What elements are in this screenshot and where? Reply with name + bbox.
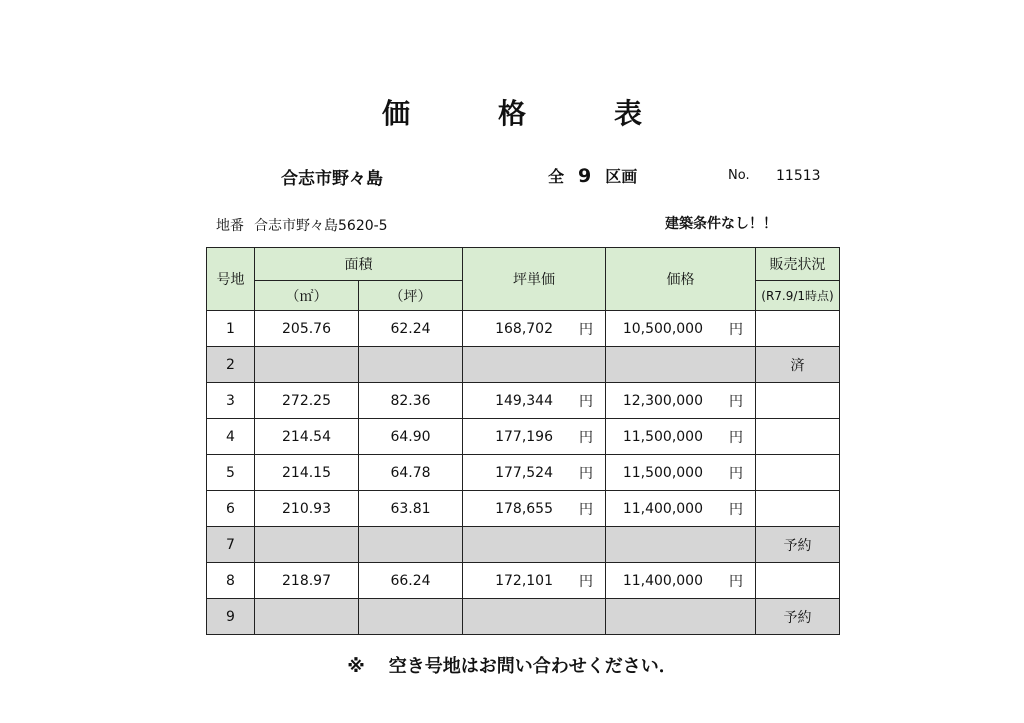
- yen-unit: 円: [729, 429, 743, 446]
- price-table: [206, 247, 840, 635]
- cell-unit-price: [463, 563, 606, 599]
- table-row: [207, 599, 840, 635]
- note-mark: ※: [347, 656, 365, 677]
- cell-unit-price-value: 172,101: [495, 572, 553, 589]
- cell-area-m2: 210.93: [255, 491, 359, 527]
- cell-lot: 9: [207, 599, 255, 635]
- cell-price: [606, 527, 756, 563]
- header-lot: 号地: [207, 248, 255, 311]
- cell-status: [756, 563, 840, 599]
- cell-price: [606, 455, 756, 491]
- yen-unit: 円: [579, 429, 593, 446]
- cell-price: [606, 599, 756, 635]
- cell-unit-price: [463, 599, 606, 635]
- cell-unit-price: [463, 491, 606, 527]
- cell-unit-price-value: 178,655: [495, 500, 553, 517]
- cell-unit-price: [463, 347, 606, 383]
- cell-area-m2: [255, 599, 359, 635]
- doc-number-label: No.: [728, 168, 750, 183]
- cell-lot: 2: [207, 347, 255, 383]
- cell-status: [756, 383, 840, 419]
- cell-unit-price-value: 168,702: [495, 320, 553, 337]
- cell-area-m2: 214.54: [255, 419, 359, 455]
- cell-unit-price: [463, 311, 606, 347]
- note-text: 空き号地はお問い合わせください．: [388, 656, 677, 677]
- cell-unit-price-value: 149,344: [495, 392, 553, 409]
- yen-unit: 円: [729, 573, 743, 590]
- cell-area-tsubo: [359, 347, 463, 383]
- yen-unit: 円: [729, 501, 743, 518]
- chiban-address: 合志市野々島5620-5: [254, 218, 388, 234]
- header-area-m2: （㎡）: [255, 281, 359, 311]
- cell-price: [606, 311, 756, 347]
- table-row: [207, 347, 840, 383]
- cell-area-tsubo: 66.24: [359, 563, 463, 599]
- yen-unit: 円: [729, 465, 743, 482]
- cell-area-tsubo: 82.36: [359, 383, 463, 419]
- cell-unit-price-value: 177,196: [495, 428, 553, 445]
- cell-price: [606, 419, 756, 455]
- lot-count-suffix: 区画: [605, 167, 638, 186]
- cell-price: [606, 563, 756, 599]
- cell-status: 済: [756, 347, 840, 383]
- cell-price: [606, 383, 756, 419]
- cell-price-value: 11,400,000: [622, 572, 703, 589]
- cell-price-value: 10,500,000: [622, 320, 703, 337]
- header-price: 価格: [606, 248, 756, 311]
- lot-count-number: 9: [578, 165, 592, 187]
- cell-lot: 4: [207, 419, 255, 455]
- yen-unit: 円: [729, 393, 743, 410]
- lot-count-prefix: 全: [548, 167, 565, 186]
- page-title: 価 格 表: [381, 97, 672, 130]
- cell-area-tsubo: [359, 599, 463, 635]
- table-row: [207, 311, 840, 347]
- cell-unit-price-value: 177,524: [495, 464, 553, 481]
- cell-area-m2: 205.76: [255, 311, 359, 347]
- cell-area-m2: 214.15: [255, 455, 359, 491]
- cell-area-m2: 272.25: [255, 383, 359, 419]
- cell-price: [606, 347, 756, 383]
- cell-price-value: 11,400,000: [622, 500, 703, 517]
- cell-price-value: 11,500,000: [622, 428, 703, 445]
- table-row: [207, 383, 840, 419]
- cell-lot: 1: [207, 311, 255, 347]
- cell-area-m2: [255, 347, 359, 383]
- cell-lot: 8: [207, 563, 255, 599]
- header-unit-price: 坪単価: [463, 248, 606, 311]
- header-area: 面積: [255, 248, 463, 281]
- cell-status: 予約: [756, 527, 840, 563]
- cell-price: [606, 491, 756, 527]
- cell-area-tsubo: 64.78: [359, 455, 463, 491]
- cell-lot: 3: [207, 383, 255, 419]
- cell-area-m2: [255, 527, 359, 563]
- footer-note: [0, 652, 1024, 678]
- yen-unit: 円: [729, 321, 743, 338]
- cell-lot: 6: [207, 491, 255, 527]
- cell-status: [756, 419, 840, 455]
- yen-unit: 円: [579, 321, 593, 338]
- yen-unit: 円: [579, 501, 593, 518]
- chiban-line: [216, 215, 388, 235]
- yen-unit: 円: [579, 465, 593, 482]
- cell-area-m2: 218.97: [255, 563, 359, 599]
- header-status-date: (R7.9/1時点): [756, 281, 840, 311]
- cell-price-value: 11,500,000: [622, 464, 703, 481]
- cell-area-tsubo: [359, 527, 463, 563]
- table-row: [207, 491, 840, 527]
- yen-unit: 円: [579, 573, 593, 590]
- table-row: [207, 419, 840, 455]
- cell-unit-price: [463, 419, 606, 455]
- cell-status: [756, 311, 840, 347]
- cell-status: [756, 455, 840, 491]
- cell-status: 予約: [756, 599, 840, 635]
- building-condition: 建築条件なし！！: [665, 216, 777, 232]
- header-area-tsubo: （坪）: [359, 281, 463, 311]
- table-row: [207, 455, 840, 491]
- yen-unit: 円: [579, 393, 593, 410]
- cell-price-value: 12,300,000: [622, 392, 703, 409]
- cell-area-tsubo: 63.81: [359, 491, 463, 527]
- cell-area-tsubo: 62.24: [359, 311, 463, 347]
- cell-area-tsubo: 64.90: [359, 419, 463, 455]
- cell-unit-price: [463, 527, 606, 563]
- chiban-label: 地番: [216, 218, 244, 234]
- cell-lot: 7: [207, 527, 255, 563]
- cell-status: [756, 491, 840, 527]
- table-row: [207, 527, 840, 563]
- header-status: 販売状況: [756, 248, 840, 281]
- cell-unit-price: [463, 383, 606, 419]
- lot-count: [548, 164, 637, 187]
- cell-unit-price: [463, 455, 606, 491]
- doc-number-value: 11513: [776, 168, 821, 184]
- location-name: 合志市野々島: [281, 169, 383, 189]
- table-row: [207, 563, 840, 599]
- cell-lot: 5: [207, 455, 255, 491]
